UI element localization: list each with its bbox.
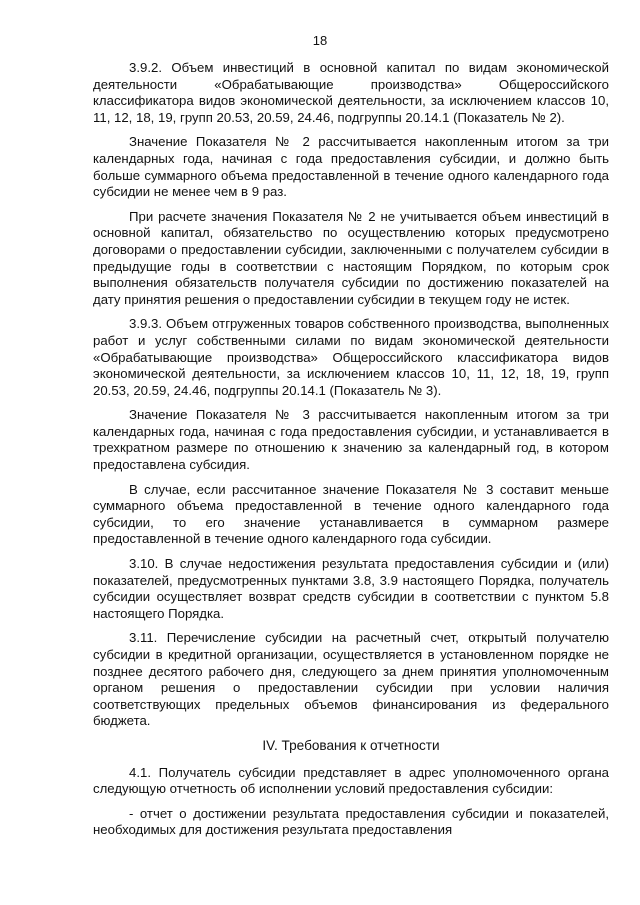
paragraph-3-9-2: 3.9.2. Объем инвестиций в основной капитал по видам экономической деятельности «Обрабатывающие производства» Общероссийского классификатора видов экономической деятельности, за исключением классов 10, 11, 12, 18, 19, групп 20.53, 20.59, 24.46, подгруппы 20.14.1 (Показатель № 2). [93,60,609,125]
section-heading-reporting: IV. Требования к отчетности [262,737,440,753]
paragraph-4-1: 4.1. Получатель субсидии представляет в адрес уполномоченного органа следующую отчетность об исполнении условий предоставления субсидии: [93,764,609,797]
paragraph-3-10: 3.10. В случае недостижения результата предоставления субсидии и (или) показателей, предусмотренных пунктами 3.8, 3.9 настоящего Порядка, получатель субсидии осуществляет возврат средств субсидии в соответствии с пунктом 5.8 настоящего Порядка. [93,556,609,621]
document-body [93,60,609,839]
paragraph-indicator-2-exclusion: При расчете значения Показателя № 2 не учитывается объем инвестиций в основной капитал, обязательство по осуществлению которых предусмотрено договорами о предоставлении субсидии, заключенными с получателем субсидии в предыдущие годы в соответствии с настоящим Порядком, по которым срок выполнения обязательств получателя субсидии по достижению показателей на дату принятия решения о предоставлении субсидии в текущем году не истек. [93,208,609,307]
paragraph-indicator-3-calculation: Значение Показателя № 3 рассчитывается накопленным итогом за три календарных года, начиная с года предоставления субсидии, и устанавливается в трехкратном размере по отношению к значению за календарный год, в котором предоставлена субсидия. [93,407,609,473]
paragraph-indicator-3-minimum: В случае, если рассчитанное значение Показателя № 3 составит меньше суммарного объема предоставленной в течение одного календарного года субсидии, то его значение устанавливается в суммарном размере предоставленной в течение одного календарного года субсидии. [93,481,609,547]
paragraph-3-11: 3.11. Перечисление субсидии на расчетный счет, открытый получателю субсидии в кредитной организации, осуществляется в установленном порядке не позднее десятого рабочего дня, следующего за днем принятия уполномоченным органом решения о предоставлении субсидии при условии наличия соответствующих предельных объемов финансирования из федерального бюджета. [93,630,609,729]
paragraph-3-9-3: 3.9.3. Объем отгруженных товаров собственного производства, выполненных работ и услуг собственными силами по видам экономической деятельности «Обрабатывающие производства» Общероссийского классификатора видов экономической деятельности, за исключением классов 10, 11, 12, 18, 19, групп 20.53, 20.59, 24.46, подгруппы 20.14.1 (Показатель № 3). [93,316,609,398]
page-number: 18 [312,33,328,48]
paragraph-indicator-2-calculation: Значение Показателя № 2 рассчитывается накопленным итогом за три календарных года, начиная с года предоставления субсидии, и должно быть больше суммарного объема предоставленной в течение одного календарного года субсидии не менее чем в 9 раз. [93,134,609,200]
paragraph-report-item: - отчет о достижении результата предоставления субсидии и показателей, необходимых для достижения результата предоставления [93,805,609,838]
